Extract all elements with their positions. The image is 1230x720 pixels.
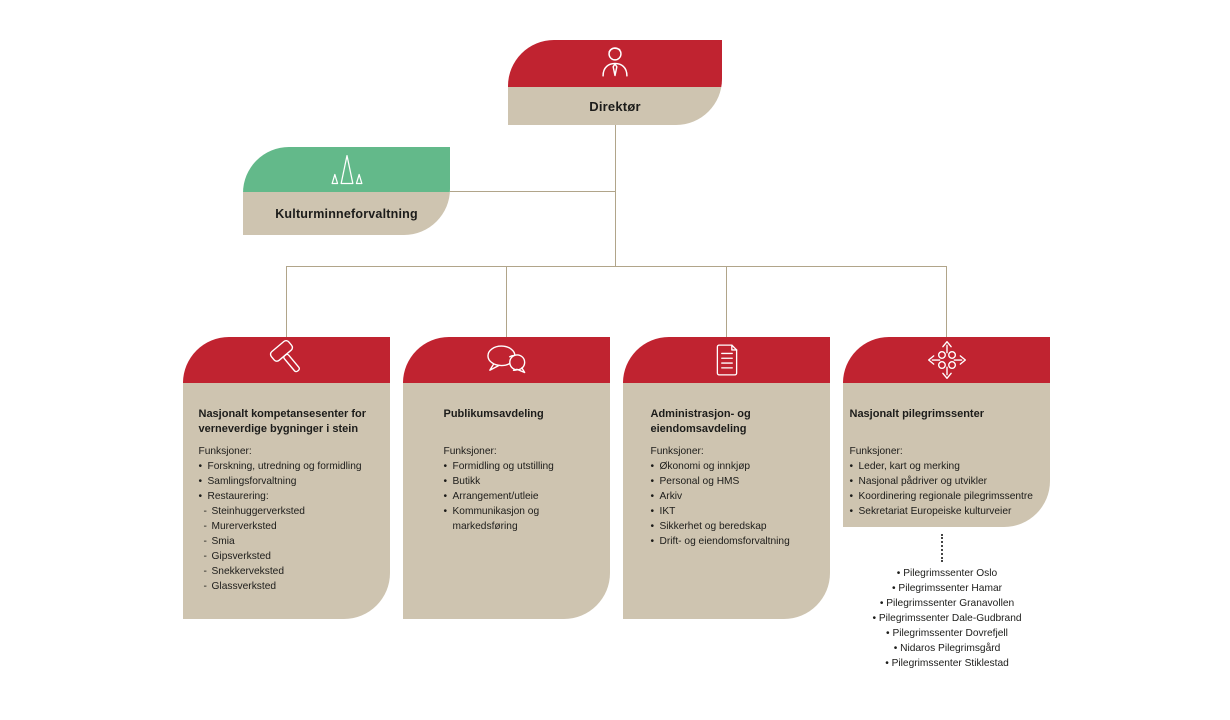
bullet: • [650,476,655,487]
function-item [199,504,375,519]
function-item-text: Koordinering regionale pilegrimssentre [858,491,1033,502]
olav-cross-icon [925,338,969,382]
bullet: • [849,461,854,472]
pilgrim-center-item: • Pilegrimssenter Dale-Gudbrand [872,613,1022,624]
department-body [403,383,610,619]
bullet: • [849,476,854,487]
department-title: Nasjonalt pilegrimssenter [849,408,984,420]
connector-root-drop [615,125,616,266]
department-header [403,337,610,383]
function-item [651,519,803,534]
bullet: • [443,491,448,502]
director-body [508,87,722,125]
department-body [843,383,1050,527]
functions-label: Funksjoner: [443,446,497,457]
function-item [444,474,570,489]
functions-label: Funksjoner: [849,446,903,457]
function-item-text: Snekkerveksted [211,566,284,577]
function-item-text: Leder, kart og merking [858,461,960,472]
functions-list [199,459,375,594]
function-item [444,459,570,474]
director-title: Direktør [589,98,641,114]
bullet: • [849,491,854,502]
bullet: • [198,491,203,502]
side-unit-title: Kulturminneforvaltning [275,206,418,221]
department-title: Publikumsavdeling [443,408,544,420]
pilgrim-center-item: • Nidaros Pilegrimsgård [893,643,1001,654]
department-title: Administrasjon- og eiendomsavdeling [650,408,751,435]
function-item-text: Samlingsforvaltning [207,476,297,487]
pilgrim-center-item: • Pilegrimssenter Oslo [896,568,998,579]
function-item-text: Personal og HMS [659,476,740,487]
function-item-text: Nasjonal pådriver og utvikler [858,476,988,487]
pilgrim-center-item: • Pilegrimssenter Stiklestad [885,658,1009,669]
connector-drop-4 [946,266,947,337]
function-item-text: Arkiv [659,491,683,502]
bullet: • [443,476,448,487]
speech-bubbles-icon [481,340,533,380]
function-item-text: Murerverksted [211,521,277,532]
director-box [508,40,722,125]
function-item [199,459,375,474]
bullet: • [198,461,203,472]
function-item [199,549,375,564]
function-item-text: Kommunikasjon og markedsføring [452,506,540,532]
side-unit-box [243,147,450,235]
bullet: - [203,551,207,562]
function-item-text: Sikkerhet og beredskap [659,521,767,532]
function-item-text: Arrangement/utleie [452,491,539,502]
department-title: Nasjonalt kompetansesenter for verneverdige bygninger i stein [198,408,366,435]
pilgrim-centers-list [801,566,1093,671]
bullet: • [849,506,854,517]
bullet: • [650,521,655,532]
function-item [199,474,375,489]
functions-list [651,459,803,549]
side-unit-header [243,147,450,192]
function-item-text: Steinhuggerverksted [211,506,305,517]
person-tie-icon [593,42,637,86]
director-header [508,40,722,87]
function-item-text: Butikk [452,476,481,487]
department-header [843,337,1050,383]
function-item-text: Drift- og eiendomsforvaltning [659,536,790,547]
department-body [623,383,830,619]
side-unit-body [243,192,450,235]
connector-dotted-pilgrim [941,534,943,562]
bullet: - [203,521,207,532]
functions-list [444,459,570,534]
function-item [850,459,1044,474]
function-item-text: Gipsverksted [211,551,271,562]
functions-list [850,459,1044,519]
function-item [199,579,375,594]
church-spires-icon [325,152,369,188]
department-header [183,337,390,383]
function-item [850,504,1044,519]
bullet: • [650,491,655,502]
function-item-text: Sekretariat Europeiske kulturveier [858,506,1012,517]
bullet: - [203,506,207,517]
department-card-public [403,337,610,619]
pilgrim-center-item: • Pilegrimssenter Dovrefjell [886,628,1008,639]
function-item [444,504,570,534]
function-item-text: Økonomi og innkjøp [659,461,751,472]
bullet: • [443,461,448,472]
pilgrim-center-item: • Pilegrimssenter Granavollen [879,598,1015,609]
function-item [199,519,375,534]
functions-label: Funksjoner: [198,446,252,457]
pilgrim-center-item: • Pilegrimssenter Hamar [892,583,1002,594]
connector-drop-1 [286,266,287,337]
bullet: • [650,461,655,472]
function-item-text: Glassverksted [211,581,277,592]
document-icon [706,339,748,381]
bullet: - [203,536,207,547]
function-item-text: Restaurering: [207,491,269,502]
function-item-text: IKT [659,506,676,517]
department-card-stone [183,337,390,619]
function-item [651,504,803,519]
connector-bus [286,266,947,267]
function-item-text: Forskning, utredning og formidling [207,461,362,472]
function-item [651,459,803,474]
department-card-pilgrim [843,337,1050,527]
function-item [199,489,375,504]
bullet: - [203,581,207,592]
function-item [444,489,570,504]
functions-label: Funksjoner: [650,446,704,457]
bullet: • [198,476,203,487]
function-item [651,474,803,489]
department-body [183,383,390,619]
function-item [651,489,803,504]
function-item-text: Formidling og utstilling [452,461,554,472]
connector-drop-2 [506,266,507,337]
bullet: - [203,566,207,577]
connector-drop-3 [726,266,727,337]
function-item [651,534,803,549]
department-card-admin [623,337,830,619]
department-header [623,337,830,383]
function-item [850,474,1044,489]
function-item [199,564,375,579]
function-item [199,534,375,549]
bullet: • [650,536,655,547]
mallet-icon [266,339,308,381]
function-item-text: Smia [211,536,235,547]
bullet: • [443,506,448,517]
bullet: • [650,506,655,517]
function-item [850,489,1044,504]
connector-side-unit [450,191,616,192]
